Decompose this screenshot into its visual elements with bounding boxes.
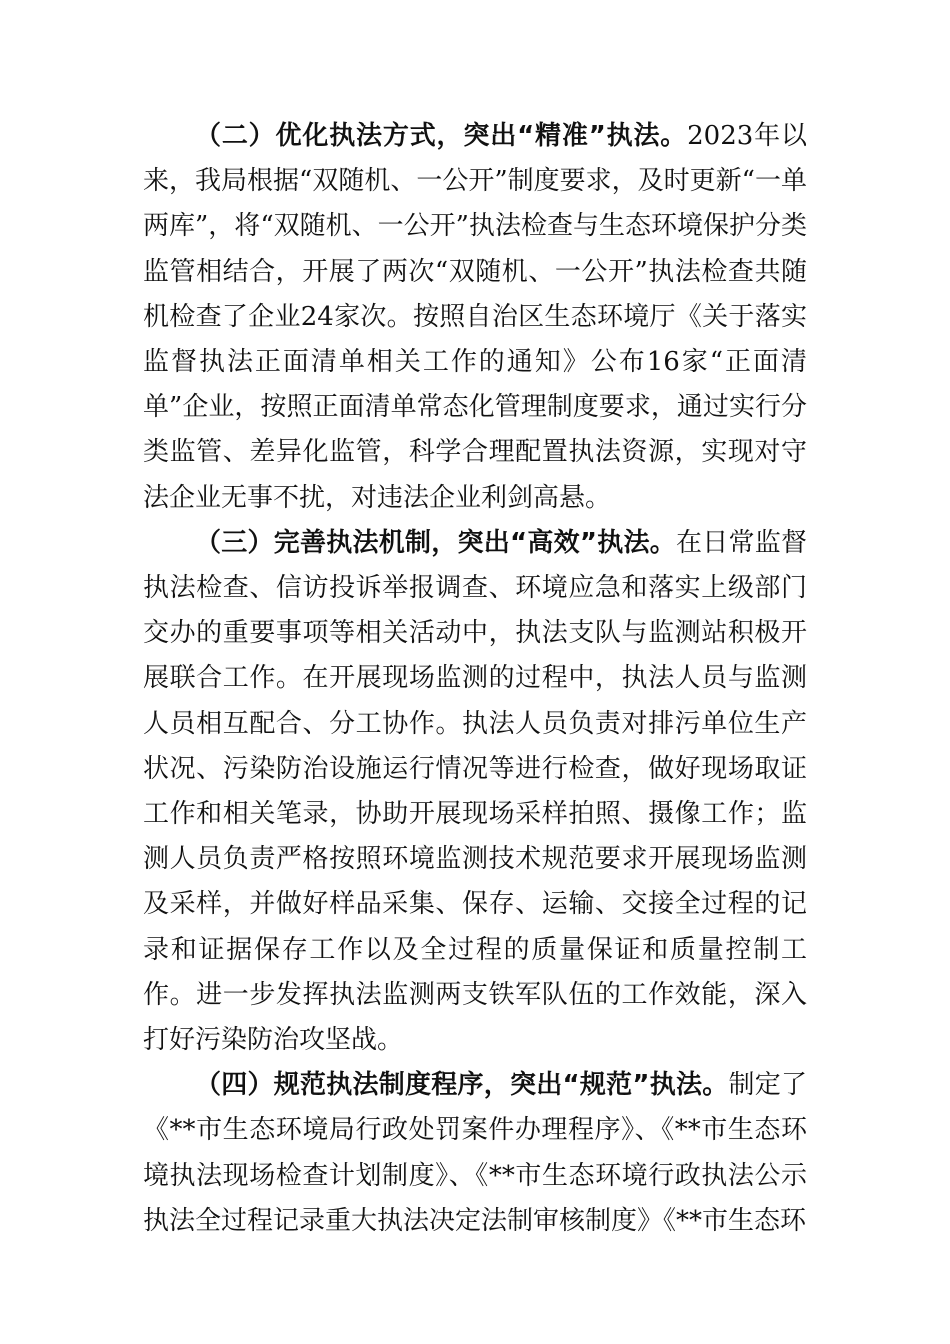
document-body (143, 114, 807, 1244)
paragraph-three-heading: （三）完善执法机制，突出“高效”执法。 (195, 527, 676, 558)
paragraph-three-text: 在日常监督执法检查、信访投诉举报调查、环境应急和落实上级部门交办的重要事项等相关活动中，执法支队与监测站积极开展联合工作。在开展现场监测的过程中，执法人员与监测人员相互配合、分工协作。执法人员负责对排污单位生产状况、污染防治设施运行情况等进行检查，做好现场取证工作和相关笔录，协助开展现场采样拍照、摄像工作；监测人员负责严格按照环境监测技术规范要求开展现场监测及采样，并做好样品采集、保存、运输、交接全过程的记录和证据保存工作以及全过程的质量保证和质量控制工作。进一步发挥执法监测两支铁军队伍的工作效能，深入打好污染防治攻坚战。 (143, 527, 807, 1056)
paragraph-three (143, 521, 807, 1063)
paragraph-four-text: 制定了《**市生态环境局行政处罚案件办理程序》、《**市生态环境执法现场检查计划制度》、《**市生态环境行政执法公示执法全过程记录重大执法决定法制审核制度》《**市生态环 (143, 1070, 807, 1236)
paragraph-two (143, 114, 807, 521)
paragraph-four (143, 1063, 807, 1244)
paragraph-two-text: 2023年以来，我局根据“双随机、一公开”制度要求，及时更新“一单两库”，将“双随机、一公开”执法检查与生态环境保护分类监管相结合，开展了两次“双随机、一公开”执法检查共随机检查了企业24家次。按照自治区生态环境厅《关于落实监督执法正面清单相关工作的通知》公布16家“正面清单”企业，按照正面清单常态化管理制度要求，通过实行分类监管、差异化监管，科学合理配置执法资源，实现对守法企业无事不扰，对违法企业利剑高悬。 (143, 121, 807, 513)
paragraph-four-heading: （四）规范执法制度程序，突出“规范”执法。 (195, 1070, 729, 1101)
paragraph-two-heading: （二）优化执法方式，突出“精准”执法。 (195, 121, 688, 151)
